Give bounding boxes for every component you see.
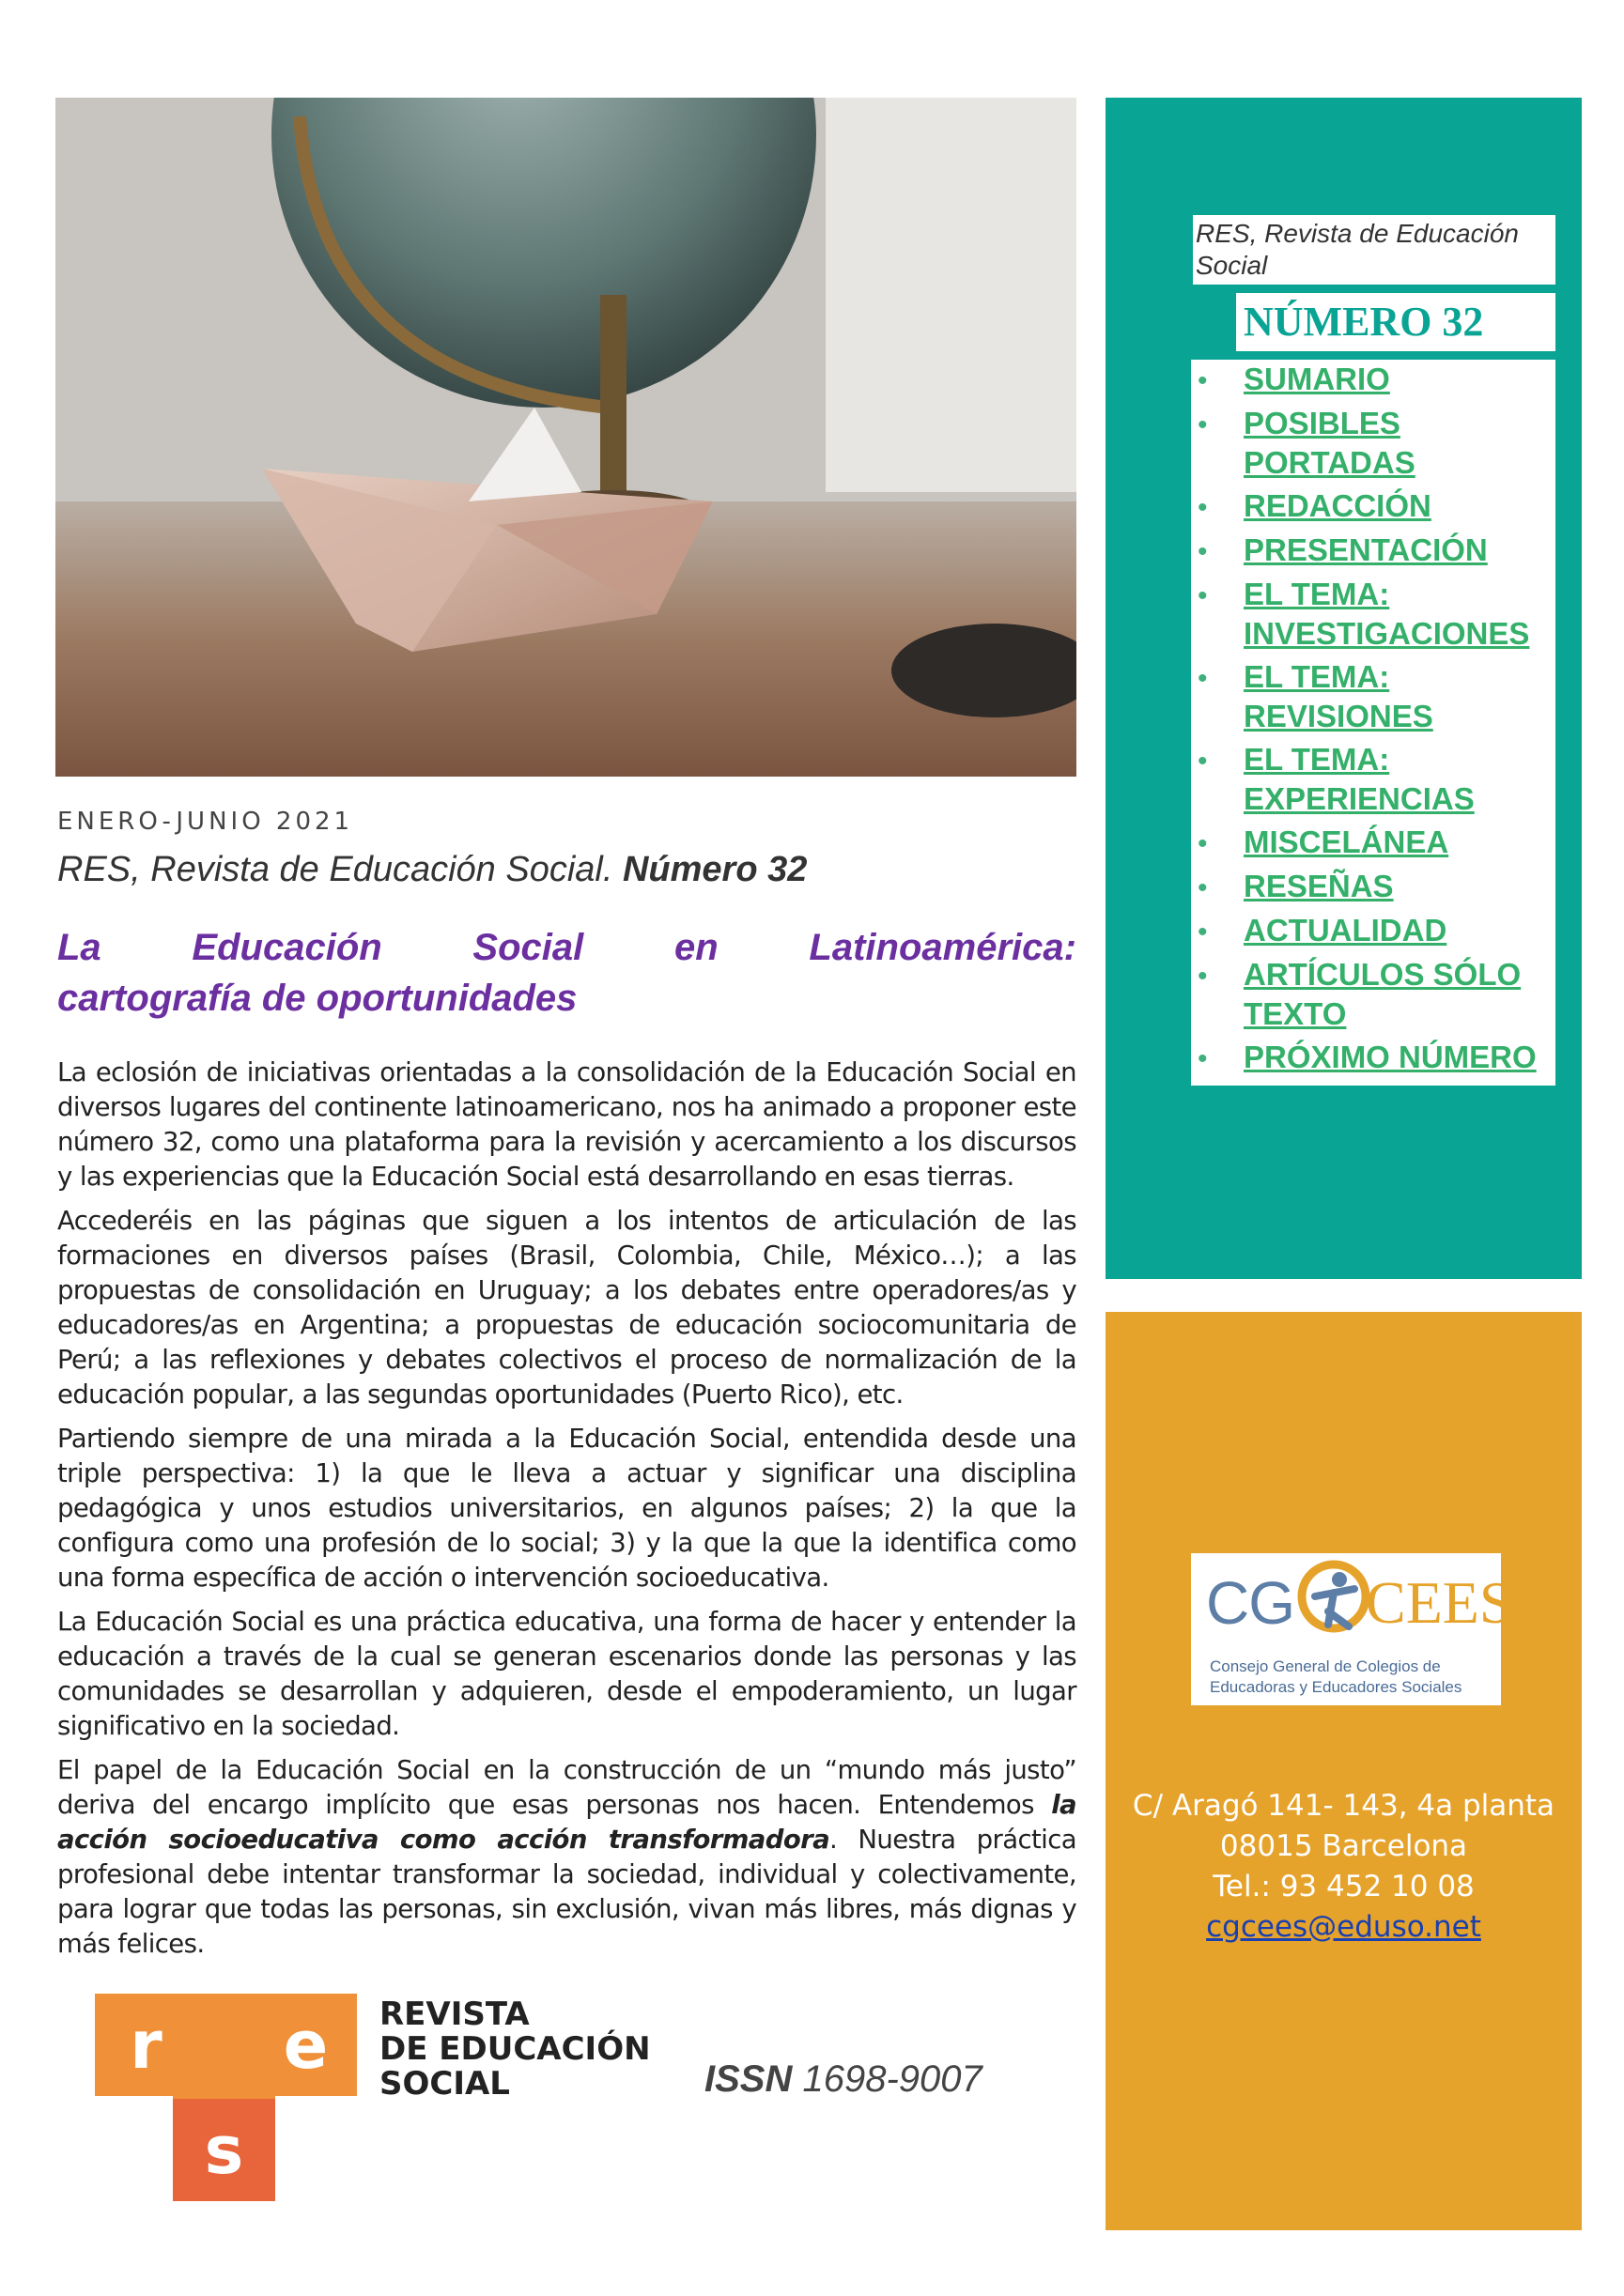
article-body [57, 1056, 1076, 1971]
paragraph: Partiendo siempre de una mirada a la Educación Social, entendida desde una triple perspectiva: 1) la que le lleva a actuar y significar una disciplina pedagógica y unos estudios universitarios, en algunos países; 2) la que la configura como una profesión de lo social; 3) y la que la que la identifica como una forma específica de acción o intervención socioeducativa. [57, 1424, 1076, 1593]
paragraph: El papel de la Educación Social en la construcción de un “mundo más justo” deriva del encargo implícito que esas personas nos hacen. Entendemos la acción socioeducativa como acción transformadora. Nuestra práctica profesional debe intentar transformar la sociedad, individual y colectivamente, para lograr que todas las personas, sin exclusión, vivan más libres, más dignas y más felices. [57, 1755, 1076, 1959]
logo-tile-r: r [95, 1994, 197, 2096]
bullet-icon: • [1198, 663, 1208, 694]
issue-date: ENERO-JUNIO 2021 [57, 808, 354, 836]
cover-photo [55, 98, 1076, 777]
paragraph: La Educación Social es una práctica educativa, una forma de hacer y entender la educación a través de la cual se generan escenarios donde las personas y las comunidades se desarrollan y adquieren, desde el empoderamiento, un lugar significativo en la sociedad. [57, 1607, 1076, 1741]
sidebar-menu-link[interactable]: PRESENTACIÓN [1244, 532, 1488, 567]
sidebar-menu-link[interactable]: RESEÑAS [1244, 869, 1394, 903]
sidebar-number-title: NÚMERO 32 [1236, 293, 1555, 351]
cgcees-logo: CG CEES Consejo General de Colegios de Educadoras y Educadores Sociales [1191, 1553, 1501, 1705]
bullet-icon: • [1198, 492, 1208, 523]
sidebar-menu-link[interactable]: EL TEMA: INVESTIGACIONES [1244, 577, 1530, 651]
title-word: Social [472, 927, 584, 968]
bullet-icon: • [1198, 917, 1208, 948]
sidebar-menu-link[interactable]: PRÓXIMO NÚMERO [1244, 1040, 1537, 1074]
issn: ISSN 1698-9007 [704, 2058, 982, 2100]
bullet-icon: • [1198, 536, 1208, 567]
sidebar-menu-link[interactable]: MISCELÁNEA [1244, 824, 1449, 859]
issue-number: Número 32 [622, 850, 808, 889]
contact-panel [1106, 1312, 1582, 2230]
sidebar-menu-link[interactable]: POSIBLES PORTADAS [1244, 406, 1415, 480]
cgcees-figure-icon [1296, 1559, 1371, 1643]
bullet-icon: • [1198, 961, 1208, 992]
emphasis: la acción socioeducativa como acción transformadora [57, 1790, 1076, 1855]
sidebar-menu-link[interactable]: SUMARIO [1244, 362, 1390, 396]
title-word: Educación [192, 927, 382, 968]
sidebar-menu-link[interactable]: REDACCIÓN [1244, 488, 1431, 523]
bullet-icon: • [1198, 1043, 1208, 1074]
paragraph: La eclosión de iniciativas orientadas a la consolidación de la Educación Social en diversos lugares del continente latinoamericano, nos ha animado a proponer este número 32, como una plataforma para la revisión y acercamiento a los discursos y las experiencias que la Educación Social está desarrollando en esas tierras. [57, 1057, 1076, 1192]
res-logo-name: REVISTA DE EDUCACIÓN SOCIAL [379, 1996, 651, 2103]
journal-issue-line [57, 850, 807, 890]
sidebar-journal-title: RES, Revista de Educación Social [1193, 215, 1555, 285]
bullet-icon: • [1198, 409, 1208, 440]
bullet-icon: • [1198, 828, 1208, 859]
sidebar-menu-link[interactable]: EL TEMA: EXPERIENCIAS [1244, 742, 1475, 816]
paragraph: Accederéis en las páginas que siguen a los intentos de articulación de las formaciones en diversos países (Brasil, Colombia, Chile, México…); a las propuestas de consolidación en Uruguay; a los debates entre operadores/as y educadores/as en Argentina; a propuestas de educación sociocomunitaria de Perú; a las reflexiones y debates colectivos el proceso de normalización de la educación popular, a las segundas oportunidades (Puerto Rico), etc. [57, 1206, 1076, 1410]
bullet-icon: • [1198, 746, 1208, 777]
sidebar-menu-link[interactable]: ACTUALIDAD [1244, 913, 1447, 948]
sidebar-menu [1191, 360, 1555, 1086]
bullet-icon: • [1198, 580, 1208, 611]
journal-name: RES, Revista de Educación Social. [57, 850, 623, 889]
logo-tile-e: e [255, 1994, 357, 2096]
sidebar-menu-link[interactable]: ARTÍCULOS SÓLO TEXTO [1244, 957, 1522, 1031]
bullet-icon: • [1198, 872, 1208, 903]
email-link[interactable]: cgcees@eduso.net [1206, 1910, 1481, 1944]
title-word: en [674, 927, 719, 968]
address: C/ Aragó 141- 143, 4a planta 08015 Barcelona Tel.: 93 452 10 08 cgcees@eduso.net [1106, 1786, 1582, 1948]
title-line-2: cartografía de oportunidades [57, 978, 578, 1019]
bullet-icon: • [1198, 365, 1208, 396]
title-word: La [57, 927, 101, 968]
title-word: Latinoamérica: [809, 927, 1076, 968]
logo-tile-s: s [173, 2099, 275, 2201]
page-title [57, 922, 1076, 1024]
sidebar-menu-link[interactable]: EL TEMA: REVISIONES [1244, 659, 1433, 733]
res-logo [95, 1994, 658, 2189]
